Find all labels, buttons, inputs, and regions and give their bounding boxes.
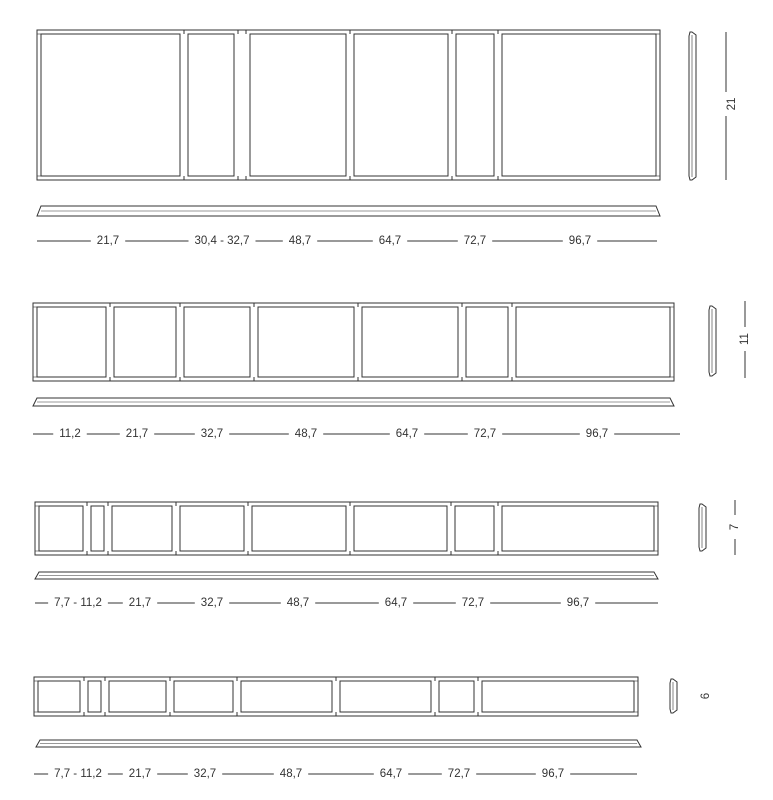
size-label: 48,7 (286, 597, 310, 610)
tray-panel (502, 34, 656, 176)
size-label: 32,7 (200, 597, 224, 610)
height-label: 6 (700, 692, 713, 700)
tray-side-profile (699, 504, 706, 551)
size-label: 64,7 (378, 235, 402, 248)
tray-side-profile (670, 679, 677, 713)
size-label: 11,2 (59, 428, 81, 441)
tray-panel (112, 506, 172, 551)
height-label: 11 (739, 333, 752, 345)
tray-panel (439, 681, 474, 712)
tray-panel (252, 506, 346, 551)
tray-panel (466, 307, 508, 377)
tray-panel (354, 34, 448, 176)
size-label: 64,7 (395, 428, 419, 441)
tray-row-21 (37, 30, 738, 247)
size-label: 32,7 (200, 428, 224, 441)
size-label: 72,7 (447, 768, 471, 781)
size-label: 72,7 (463, 235, 487, 248)
tray-panel (258, 307, 354, 377)
size-label: 7,7 - 11,2 (54, 768, 102, 781)
tray-panel (188, 34, 234, 176)
size-label: 48,7 (294, 428, 318, 441)
tray-panel (114, 307, 176, 377)
size-label: 21,7 (125, 428, 149, 441)
size-label: 30,4 - 32,7 (194, 235, 250, 248)
size-label: 96,7 (585, 428, 609, 441)
tray-panel (340, 681, 431, 712)
tray-row-7 (35, 500, 741, 609)
tray-panel (455, 506, 494, 551)
tray-panel (180, 506, 244, 551)
frame-outline (34, 677, 638, 716)
size-label: 64,7 (379, 768, 403, 781)
tray-side-profile (709, 306, 716, 376)
tray-panel (502, 506, 654, 551)
size-label: 96,7 (541, 768, 565, 781)
tray-panel (516, 307, 670, 377)
tray-panel (174, 681, 233, 712)
tray-panel (482, 681, 634, 712)
tray-panel (91, 506, 104, 551)
size-label: 48,7 (288, 235, 312, 248)
size-label: 21,7 (96, 235, 120, 248)
size-label: 96,7 (566, 597, 590, 610)
tray-panel (88, 681, 101, 712)
tray-side-profile (689, 32, 696, 180)
tray-panel (362, 307, 458, 377)
size-label: 21,7 (128, 768, 152, 781)
height-label: 21 (726, 97, 739, 111)
tray-panel (41, 34, 180, 176)
size-label: 7,7 - 11,2 (54, 597, 102, 610)
tray-panel (456, 34, 494, 176)
tray-panel (354, 506, 447, 551)
size-label: 64,7 (384, 597, 408, 610)
size-label: 48,7 (279, 768, 303, 781)
size-label: 72,7 (461, 597, 485, 610)
tray-panel (184, 307, 250, 377)
tray-panel (38, 681, 80, 712)
height-label: 7 (729, 523, 742, 531)
tray-row-6 (34, 677, 712, 780)
tray-row-11 (33, 301, 751, 440)
size-label: 72,7 (473, 428, 497, 441)
frame-outline (37, 30, 660, 180)
size-label: 96,7 (568, 235, 592, 248)
tray-panel (109, 681, 166, 712)
tray-panel (241, 681, 332, 712)
size-label: 21,7 (128, 597, 152, 610)
tray-panel (250, 34, 346, 176)
tray-panel (37, 307, 106, 377)
tray-panel (39, 506, 83, 551)
size-label: 32,7 (193, 768, 217, 781)
